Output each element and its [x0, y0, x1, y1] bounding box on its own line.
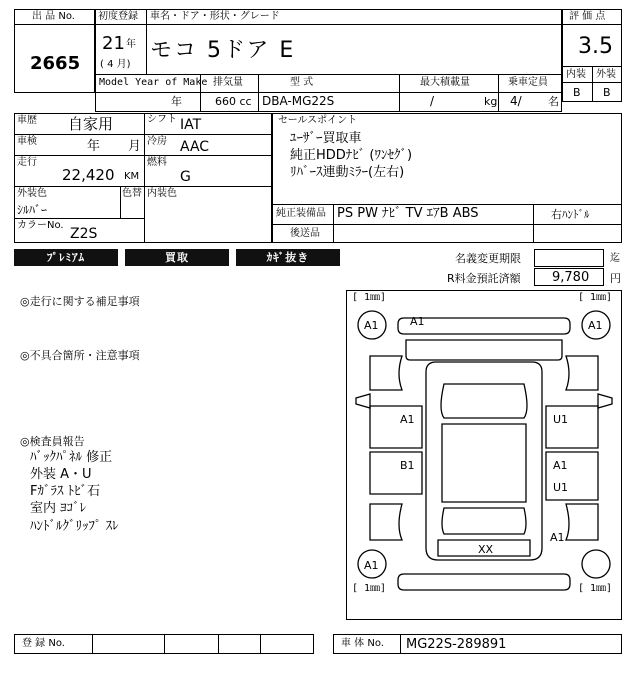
chassis-number: MG22S-289891 — [406, 637, 507, 652]
inspector-line-5: ﾊﾝﾄﾞﾙｸﾞﾘｯﾌﾟ ｽﾚ — [30, 519, 119, 534]
mark-left-front-door: A1 — [400, 413, 415, 426]
model-year-unit: 年 — [171, 95, 182, 108]
tread-rl: [ 1㎜] — [352, 583, 387, 594]
inspection-label: 車検 — [17, 136, 37, 147]
interior-grade: B — [573, 86, 581, 99]
max-load-unit: kg — [484, 95, 498, 108]
tread-fr: [ 1㎜] — [578, 292, 613, 303]
name-change-unit: 迄 — [610, 253, 620, 264]
ext-color-label: 外装色 — [17, 188, 47, 199]
sales-title: セールスポイント — [278, 115, 358, 126]
inspection-month: 月 — [128, 139, 142, 154]
color-no-label: カラーNo. — [17, 220, 64, 231]
name-change-label: 名義変更期限 — [455, 252, 521, 265]
key-removed-badge: ｶｷﾞ抜き — [236, 249, 340, 266]
recycle-amount: 9,780 — [552, 270, 590, 285]
max-load-sep: / — [430, 94, 435, 108]
capacity-label: 乗車定員 — [508, 77, 548, 88]
lot-number: 2665 — [30, 53, 81, 74]
inspector-line-2: 外装 A・U — [30, 467, 92, 482]
displacement-label: 排気量 — [213, 77, 243, 88]
chassis-label: 車 体 No. — [341, 638, 384, 649]
mark-right-rear-door-2: U1 — [553, 481, 569, 494]
registration-label: 登 録 No. — [22, 638, 65, 649]
mark-right-rear-door: A1 — [553, 459, 568, 472]
premium-badge: ﾌﾟﾚﾐｱﾑ — [14, 249, 118, 266]
inspector-line-3: Fｶﾞﾗｽ ﾄﾋﾞ石 — [30, 484, 101, 499]
name-change-box — [534, 249, 604, 267]
color-change-label: 色替 — [122, 188, 142, 199]
mark-right-front-door: U1 — [553, 413, 569, 426]
inspector-line-4: 室内 ﾖｺﾞﾚ — [30, 501, 87, 516]
capacity: 4/ — [510, 94, 522, 108]
fuel-value: G — [180, 169, 191, 185]
capacity-unit: 名 — [548, 95, 559, 108]
inspector-line-1: ﾊﾞｯｸﾊﾟﾈﾙ 修正 — [30, 450, 113, 465]
exterior-grade-label: 外装 — [596, 69, 616, 80]
equipment-label: 純正装備品 — [276, 208, 326, 219]
mileage-label: 走行 — [17, 157, 37, 168]
equipment-list: PS PW ﾅﾋﾞ TV ｴｱB ABS — [337, 206, 479, 221]
history-value: 自家用 — [68, 115, 114, 133]
shift-value: IAT — [180, 117, 202, 133]
mark-left-rear-door: B1 — [400, 459, 415, 472]
type-label: 型 式 — [290, 77, 314, 88]
grade-value: 3.5 — [578, 34, 613, 59]
lot-label: 出 品 No. — [32, 11, 75, 22]
first-reg-label: 初度登録 — [98, 11, 138, 22]
handle-side: 右ﾊﾝﾄﾞﾙ — [551, 208, 590, 221]
fuel-label: 燃料 — [147, 157, 167, 168]
sales-point-1: ﾕｰｻﾞｰ買取車 — [290, 131, 362, 146]
car-name: モコ 5ドア E — [150, 38, 296, 63]
inspector-title: ◎検査員報告 — [20, 435, 85, 448]
tread-rr: [ 1㎜] — [578, 583, 613, 594]
grade-label: 評 価 点 — [569, 11, 606, 22]
mileage-value: 22,420 — [62, 166, 115, 184]
mark-back-panel: XX — [478, 543, 494, 556]
driving-notes-title: ◎走行に関する補足事項 — [20, 295, 140, 308]
history-label: 車歴 — [17, 115, 37, 126]
defects-title: ◎不具合箇所・注意事項 — [20, 349, 140, 362]
max-load-label: 最大積載量 — [420, 77, 470, 88]
year-unit: 年 — [126, 39, 136, 50]
interior-grade-label: 内装 — [566, 69, 586, 80]
car-outline-drawing — [346, 290, 622, 620]
ac-value: AAC — [180, 139, 210, 155]
mark-right-rear-quarter: A1 — [550, 531, 565, 544]
car-name-label: 車名・ドア・形状・グレード — [150, 11, 280, 22]
mark-front-bumper: A1 — [410, 315, 425, 328]
int-color-label: 内装色 — [147, 188, 177, 199]
mark-wheel-fl: A1 — [364, 319, 379, 332]
shift-label: シフト — [147, 114, 177, 125]
tread-fl: [ 1㎜] — [352, 292, 387, 303]
exterior-grade: B — [603, 86, 611, 99]
sales-point-3: ﾘﾊﾞｰｽ連動ﾐﾗｰ(左右) — [290, 165, 405, 180]
mark-wheel-fr: A1 — [588, 319, 603, 332]
first-reg-month: ( 4 月) — [100, 59, 131, 70]
ext-color-value: ｼﾙﾊﾞｰ — [17, 203, 48, 217]
first-reg-year: 21 — [102, 33, 125, 54]
recycle-unit: 円 — [610, 272, 621, 285]
model-year-label: Model Year of Make — [99, 77, 208, 88]
recycle-label: R料金預託済額 — [447, 272, 521, 285]
buyback-badge: 買取 — [125, 249, 229, 266]
mark-wheel-rl: A1 — [364, 559, 379, 572]
color-no-value: Z2S — [70, 226, 98, 242]
model-code: DBA-MG22S — [262, 94, 335, 108]
displacement: 660 cc — [215, 95, 252, 108]
inspection-year: 年 — [87, 139, 101, 154]
ac-label: 冷房 — [147, 136, 167, 147]
mileage-unit: KM — [124, 171, 140, 182]
sales-point-2: 純正HDDﾅﾋﾞ (ﾜﾝｾｸﾞ) — [290, 148, 413, 163]
delivery-label: 後送品 — [290, 228, 320, 239]
